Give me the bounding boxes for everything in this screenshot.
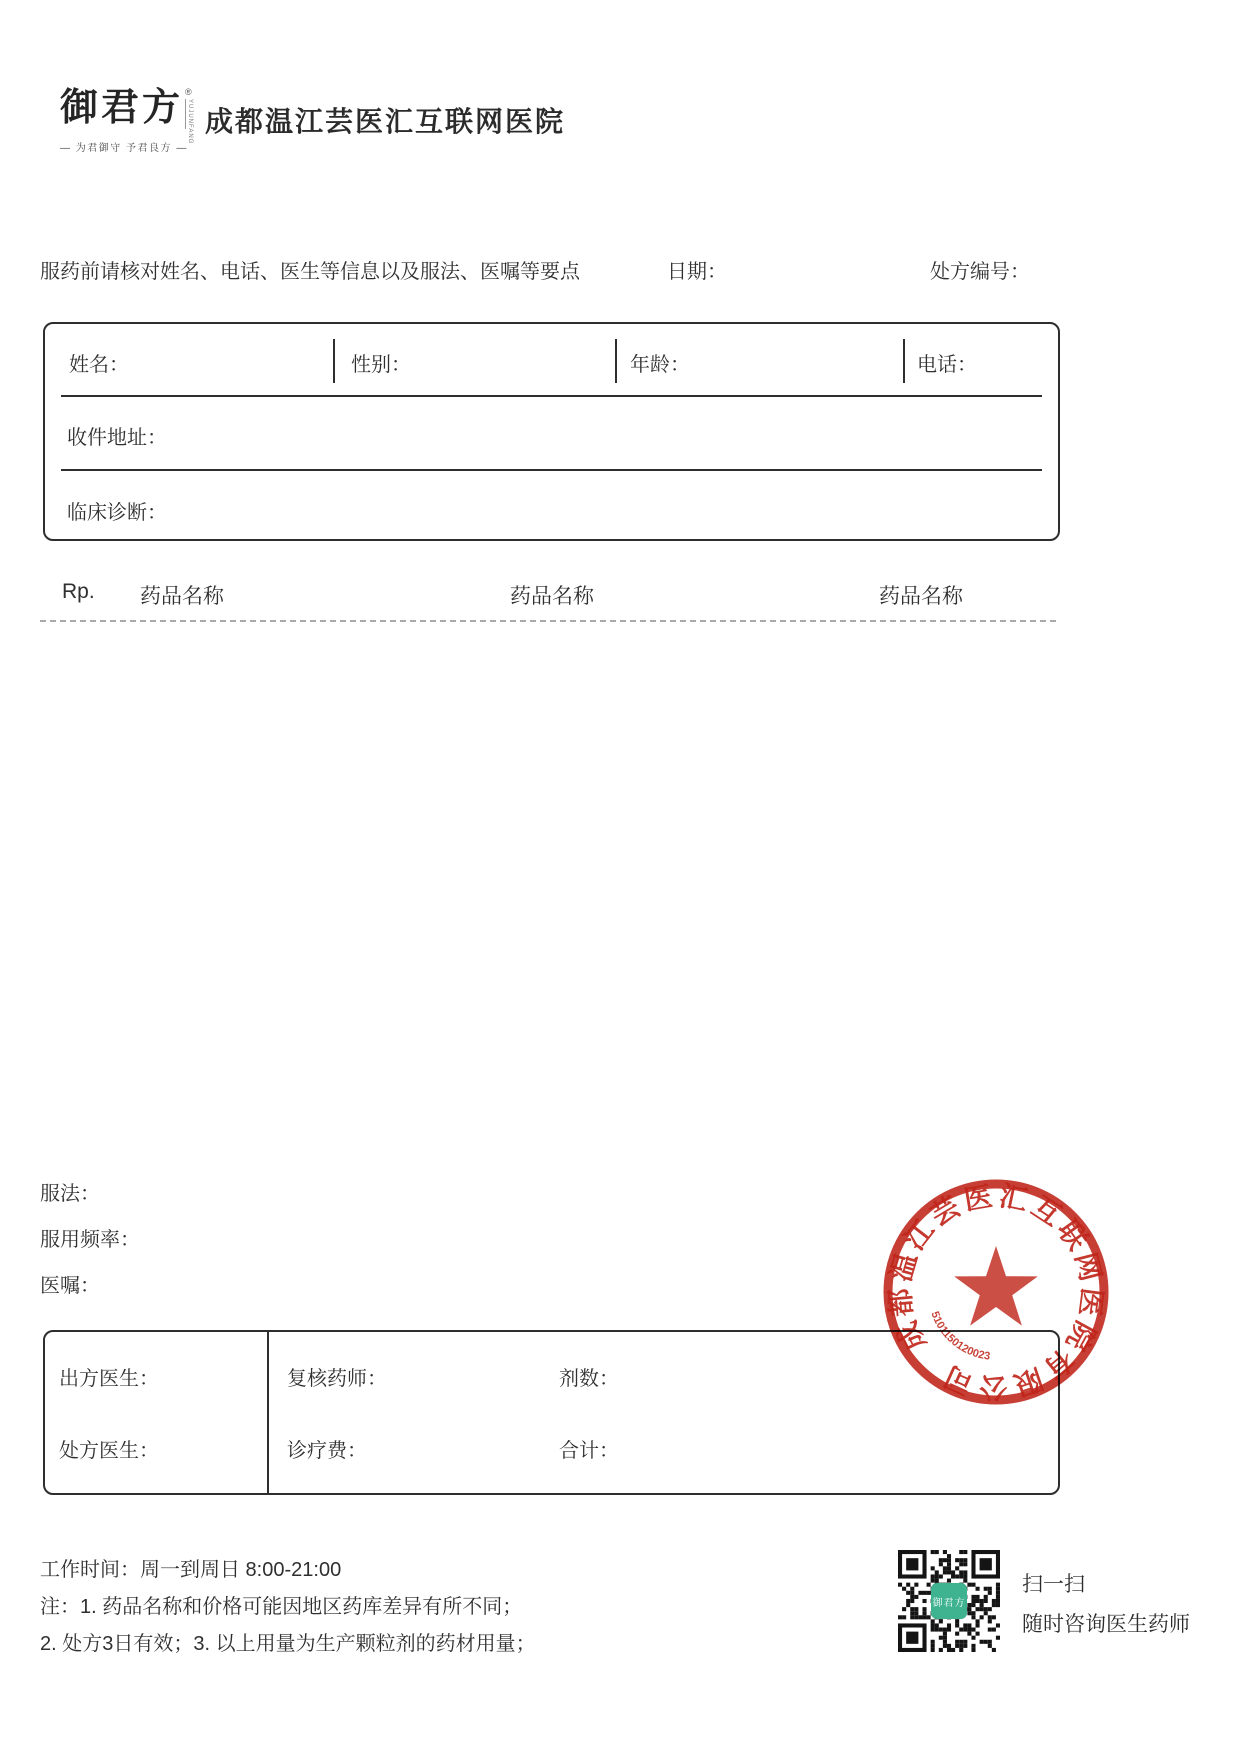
name-field-label: 姓名： (69, 354, 129, 376)
page-title: 成都温江芸医汇互联网医院 (205, 106, 566, 137)
total-label: 合计： (559, 1440, 619, 1462)
divider (615, 339, 617, 383)
date-label: 日期： (667, 261, 727, 283)
drug-name-column-3: 药品名称 (879, 585, 963, 608)
gender-field-label: 性别： (351, 354, 411, 376)
address-field-label: 收件地址： (67, 427, 167, 449)
drug-name-column-1: 药品名称 (140, 585, 224, 608)
divider (333, 339, 335, 383)
brand-logo-mark (185, 87, 194, 145)
brand-logo-text: 御君方 (60, 84, 184, 129)
svg-text:5101150120023 (928, 1310, 990, 1363)
brand-tagline: — 为君御守 予君良方 — (60, 143, 188, 154)
company-seal-stamp (878, 1174, 1114, 1410)
qr-center-logo (931, 1583, 967, 1619)
scan-subtitle: 随时咨询医生药师 (1022, 1613, 1190, 1636)
divider (61, 469, 1042, 471)
qr-code (898, 1550, 1000, 1652)
drug-name-column-2: 药品名称 (510, 585, 594, 608)
reviewer-label: 复核药师： (287, 1368, 387, 1390)
doses-label: 剂数： (559, 1368, 619, 1390)
scan-title: 扫一扫 (1022, 1573, 1085, 1596)
brand-logo (60, 84, 194, 154)
patient-info-box (43, 322, 1060, 541)
phone-field-label: 电话： (917, 354, 977, 376)
fee-label: 诊疗费： (287, 1440, 367, 1462)
brand-logo-vertical-text: YUJUNFANG (187, 99, 194, 145)
physician-label: 处方医生： (59, 1440, 159, 1462)
divider (267, 1332, 269, 1493)
note-line-2: 2. 处方3日有效；3. 以上用量为生产颗粒剂的药材用量； (40, 1633, 536, 1655)
qr-center-logo-text: 御君方 (932, 1597, 966, 1609)
work-time-note: 工作时间：周一到周日 8:00-21:00 (40, 1559, 342, 1581)
registered-trademark-icon: ® (185, 87, 192, 97)
divider (61, 395, 1042, 397)
seal-graphic (878, 1174, 1114, 1410)
usage-method-label: 服法： (40, 1183, 100, 1205)
rx-number-label: 处方编号： (930, 261, 1030, 283)
doctor-advice-label: 医嘱： (40, 1275, 100, 1297)
age-field-label: 年龄： (630, 354, 690, 376)
rp-label: Rp. (62, 580, 95, 603)
divider (903, 339, 905, 383)
seal-number: 5101150120023 (928, 1309, 991, 1363)
usage-frequency-label: 服用频率： (40, 1229, 140, 1251)
note-line-1: 注：1. 药品名称和价格可能因地区药库差异有所不同； (40, 1596, 523, 1618)
prescriber-label: 出方医生： (59, 1368, 159, 1390)
seal-ring-text: 成都温江芸医汇互联网医院有限公司 (883, 1179, 1109, 1404)
star-icon (954, 1246, 1038, 1326)
diagnosis-field-label: 临床诊断： (67, 502, 167, 524)
dashed-separator (40, 620, 1056, 622)
check-notice-text: 服药前请核对姓名、电话、医生等信息以及服法、医嘱等要点 (40, 261, 580, 283)
